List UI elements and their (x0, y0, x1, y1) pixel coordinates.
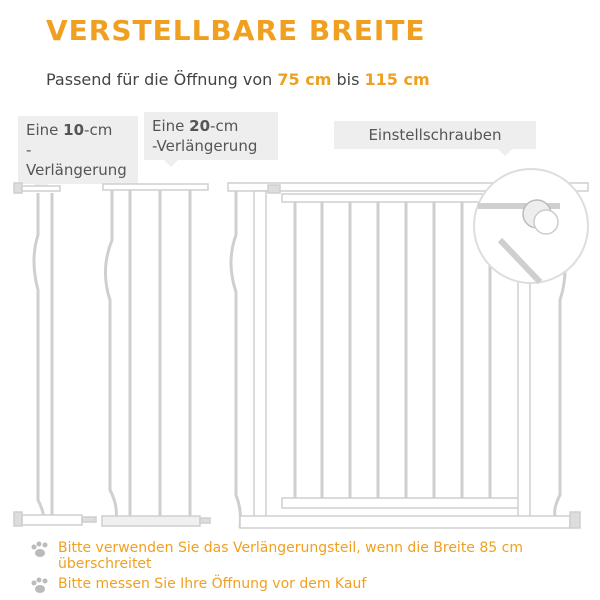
notes (30, 540, 590, 599)
extension-20cm (102, 184, 210, 526)
label-number: 20 (189, 117, 211, 135)
label-text: -Verlängerung (26, 141, 127, 179)
subtitle-middle: bis (336, 70, 360, 89)
label-unit: -cm (210, 117, 239, 135)
label-text: Eine (152, 117, 190, 135)
note-item (30, 540, 590, 572)
note-text: Bitte verwenden Sie das Verlängerungsteil, wenn die Breite 85 cm überschreitet (58, 540, 523, 572)
subtitle-prefix: Passend für die Öffnung von (46, 70, 273, 89)
note-item (30, 576, 590, 595)
page-title: VERSTELLBARE BREITE (46, 14, 426, 47)
label-number: 10 (63, 121, 85, 139)
label-adjust-screws: Einstellschrauben (334, 121, 536, 149)
min-width: 75 cm (277, 70, 332, 89)
paw-icon (30, 577, 50, 595)
label-text: -Verlängerung (152, 137, 258, 155)
label-unit: -cm (84, 121, 113, 139)
note-text: Bitte messen Sie Ihre Öffnung vor dem Kauf (58, 576, 367, 592)
max-width: 115 cm (364, 70, 430, 89)
screw-zoom-view (474, 169, 588, 283)
label-text: Eine (26, 121, 64, 139)
paw-icon (30, 541, 50, 559)
extension-10cm (14, 183, 96, 526)
